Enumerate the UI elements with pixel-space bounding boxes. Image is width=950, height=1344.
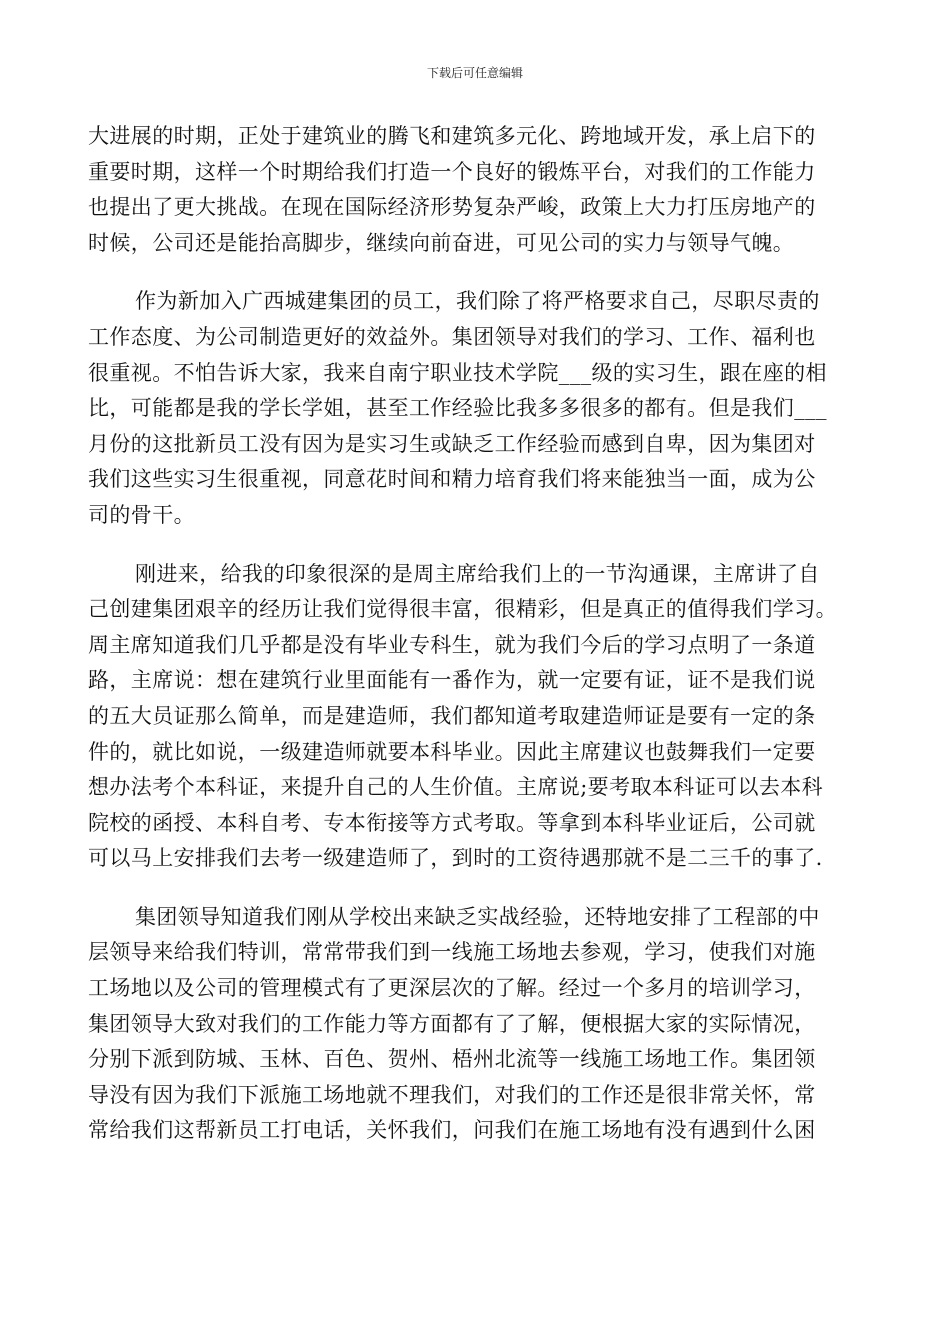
text-line: 导没有因为我们下派施工场地就不理我们，对我们的工作还是很非常关怀，常 — [88, 1082, 816, 1107]
text-line: 常给我们这帮新员工打电话，关怀我们，问我们在施工场地有没有遇到什么困 — [88, 1118, 816, 1143]
text-line: 重要时期，这样一个时期给我们打造一个良好的锻炼平台，对我们的工作能力 — [88, 159, 816, 184]
text-line: 件的，就比如说，一级建造师就要本科毕业。因此主席建议也鼓舞我们一定要 — [88, 739, 816, 764]
text-line: 也提出了更大挑战。在现在国际经济形势复杂严峻，政策上大力打压房地产的 — [88, 195, 816, 220]
text-line: 想办法考个本科证，来提升自己的人生价值。主席说;要考取本科证可以去本科 — [88, 775, 824, 800]
document-body — [88, 119, 856, 1172]
text-line: 的五大员证那么简单，而是建造师，我们都知道考取建造师证是要有一定的条 — [88, 703, 816, 728]
text-line: 工场地以及公司的管理模式有了更深层次的了解。经过一个多月的培训学习， — [88, 976, 816, 1001]
text-line: 作为新加入广西城建集团的员工，我们除了将严格要求自己，尽职尽责的 — [135, 289, 820, 314]
text-line: 院校的函授、本科自考、专本衔接等方式考取。等拿到本科毕业证后，公司就 — [88, 810, 816, 835]
text-line: 分别下派到防城、玉林、百色、贺州、梧州北流等一线施工场地工作。集团领 — [88, 1047, 816, 1072]
text-line: 层领导来给我们特训，常常带我们到一线施工场地去参观，学习，使我们对施 — [88, 940, 816, 965]
paragraph-2 — [88, 284, 856, 533]
page-header: 下载后可任意编辑 — [426, 66, 523, 80]
text-line: 大进展的时期，正处于建筑业的腾飞和建筑多元化、跨地域开发，承上启下的 — [88, 124, 816, 148]
text-line: 路，主席说：想在建筑行业里面能有一番作为，就一定要有证，证不是我们说 — [88, 668, 816, 693]
text-line: 可以马上安排我们去考一级建造师了，到时的工资待遇那就不是二三千的事了. — [88, 846, 823, 871]
text-line: 周主席知道我们几乎都是没有毕业专科生，就为我们今后的学习点明了一条道 — [88, 632, 816, 657]
text-line: 比，可能都是我的学长学姐，甚至工作经验比我多多很多的都有。但是我们___ — [88, 396, 827, 421]
text-line: 刚进来，给我的印象很深的是周主席给我们上的一节沟通课，主席讲了自 — [135, 561, 820, 586]
paragraph-3 — [88, 557, 856, 877]
text-line: 司的骨干。 — [88, 502, 195, 527]
text-line: 时候，公司还是能抬高脚步，继续向前奋进，可见公司的实力与领导气魄。 — [88, 230, 795, 255]
paragraph-4 — [88, 900, 856, 1149]
text-line: 月份的这批新员工没有因为是实习生或缺乏工作经验而感到自卑，因为集团对 — [88, 431, 816, 456]
text-line: 集团领导知道我们刚从学校出来缺乏实战经验，还特地安排了工程部的中 — [135, 904, 820, 929]
text-line: 己创建集团艰辛的经历让我们觉得很丰富，很精彩，但是真正的值得我们学习。 — [88, 597, 837, 622]
text-line: 很重视。不怕告诉大家，我来自南宁职业技术学院___级的实习生，跟在座的相 — [88, 360, 827, 385]
text-line: 集团领导大致对我们的工作能力等方面都有了了解，便根据大家的实际情况， — [88, 1011, 816, 1036]
paragraph-1 — [88, 119, 856, 261]
text-line: 工作态度、为公司制造更好的效益外。集团领导对我们的学习、工作、福利也 — [88, 324, 816, 349]
text-line: 我们这些实习生很重视，同意花时间和精力培育我们将来能独当一面，成为公 — [88, 467, 816, 492]
